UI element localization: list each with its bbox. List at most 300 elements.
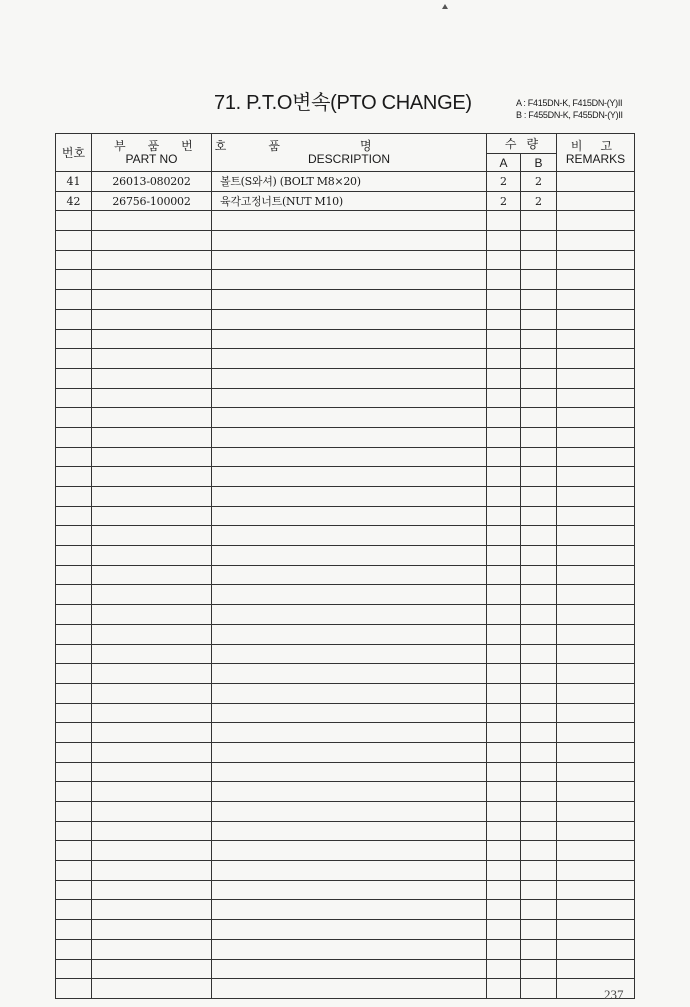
empty-cell <box>487 861 521 881</box>
empty-table-row <box>56 487 635 507</box>
empty-cell <box>92 821 212 841</box>
header-qty-b: B <box>521 154 557 172</box>
empty-cell <box>521 447 557 467</box>
empty-cell <box>521 900 557 920</box>
empty-cell <box>92 683 212 703</box>
empty-cell <box>92 861 212 881</box>
empty-cell <box>212 920 487 940</box>
empty-cell <box>487 211 521 231</box>
empty-cell <box>557 703 635 723</box>
row-qty-a: 2 <box>487 191 521 211</box>
empty-cell <box>212 447 487 467</box>
empty-cell <box>487 388 521 408</box>
empty-table-row <box>56 506 635 526</box>
empty-cell <box>92 526 212 546</box>
empty-cell <box>92 565 212 585</box>
empty-cell <box>56 487 92 507</box>
empty-cell <box>521 585 557 605</box>
empty-cell <box>557 447 635 467</box>
empty-cell <box>92 329 212 349</box>
empty-table-row <box>56 920 635 940</box>
empty-cell <box>487 447 521 467</box>
header-description <box>212 134 487 172</box>
empty-cell <box>557 408 635 428</box>
empty-table-row <box>56 979 635 999</box>
header-remarks-en: REMARKS <box>565 151 626 166</box>
empty-cell <box>521 309 557 329</box>
empty-cell <box>56 762 92 782</box>
empty-cell <box>212 624 487 644</box>
empty-cell <box>212 979 487 999</box>
empty-cell <box>92 388 212 408</box>
empty-table-row <box>56 250 635 270</box>
empty-cell <box>487 703 521 723</box>
empty-cell <box>487 270 521 290</box>
empty-cell <box>212 782 487 802</box>
empty-cell <box>92 979 212 999</box>
empty-cell <box>56 329 92 349</box>
empty-cell <box>92 349 212 369</box>
empty-cell <box>487 841 521 861</box>
empty-cell <box>212 664 487 684</box>
empty-cell <box>557 526 635 546</box>
empty-cell <box>521 821 557 841</box>
empty-cell <box>521 703 557 723</box>
row-no: 42 <box>56 191 92 211</box>
empty-cell <box>487 309 521 329</box>
header-remarks-ko: 비고 <box>570 138 631 153</box>
empty-table-row <box>56 526 635 546</box>
empty-cell <box>56 211 92 231</box>
empty-table-row <box>56 565 635 585</box>
empty-cell <box>557 388 635 408</box>
table-row <box>56 172 635 192</box>
empty-table-row <box>56 802 635 822</box>
empty-cell <box>487 762 521 782</box>
empty-cell <box>92 546 212 566</box>
row-part-no: 26013-080202 <box>92 172 212 192</box>
empty-cell <box>56 546 92 566</box>
empty-cell <box>212 309 487 329</box>
empty-cell <box>557 939 635 959</box>
empty-table-row <box>56 723 635 743</box>
empty-cell <box>212 565 487 585</box>
header-quantity: 수량 <box>487 134 557 154</box>
empty-cell <box>521 664 557 684</box>
empty-cell <box>521 920 557 940</box>
empty-cell <box>212 802 487 822</box>
empty-cell <box>557 250 635 270</box>
empty-cell <box>56 644 92 664</box>
empty-cell <box>212 368 487 388</box>
empty-cell <box>92 250 212 270</box>
row-description: 육각고정너트(NUT M10) <box>212 191 487 211</box>
empty-cell <box>56 939 92 959</box>
empty-cell <box>56 723 92 743</box>
row-remarks <box>557 191 635 211</box>
empty-cell <box>92 802 212 822</box>
empty-cell <box>487 329 521 349</box>
empty-cell <box>487 802 521 822</box>
empty-cell <box>487 250 521 270</box>
empty-cell <box>557 487 635 507</box>
empty-cell <box>557 546 635 566</box>
empty-cell <box>521 939 557 959</box>
empty-cell <box>56 565 92 585</box>
empty-table-row <box>56 467 635 487</box>
empty-table-row <box>56 270 635 290</box>
empty-cell <box>487 664 521 684</box>
empty-cell <box>92 211 212 231</box>
empty-cell <box>212 487 487 507</box>
empty-cell <box>92 939 212 959</box>
row-remarks <box>557 172 635 192</box>
row-part-no: 26756-100002 <box>92 191 212 211</box>
empty-cell <box>521 565 557 585</box>
empty-cell <box>487 644 521 664</box>
empty-cell <box>557 270 635 290</box>
empty-cell <box>212 841 487 861</box>
empty-table-row <box>56 447 635 467</box>
empty-table-row <box>56 585 635 605</box>
empty-cell <box>521 782 557 802</box>
empty-table-row <box>56 546 635 566</box>
empty-table-row <box>56 880 635 900</box>
empty-cell <box>487 585 521 605</box>
empty-cell <box>521 683 557 703</box>
empty-cell <box>487 290 521 310</box>
empty-cell <box>521 270 557 290</box>
empty-cell <box>521 959 557 979</box>
empty-table-row <box>56 388 635 408</box>
empty-cell <box>212 742 487 762</box>
empty-cell <box>557 368 635 388</box>
empty-cell <box>56 388 92 408</box>
empty-cell <box>92 290 212 310</box>
model-a-label: A : F415DN-K, F415DN-(Y)II <box>516 98 623 108</box>
empty-table-row <box>56 742 635 762</box>
empty-cell <box>212 644 487 664</box>
empty-cell <box>557 762 635 782</box>
empty-cell <box>92 368 212 388</box>
row-qty-a: 2 <box>487 172 521 192</box>
empty-cell <box>56 900 92 920</box>
empty-cell <box>92 624 212 644</box>
empty-cell <box>487 565 521 585</box>
empty-cell <box>557 782 635 802</box>
empty-cell <box>212 683 487 703</box>
empty-cell <box>557 900 635 920</box>
empty-cell <box>92 270 212 290</box>
header-part-no-ko: 부품번호 <box>114 138 249 153</box>
empty-cell <box>557 723 635 743</box>
empty-table-row <box>56 644 635 664</box>
table-header <box>56 134 635 172</box>
empty-cell <box>521 427 557 447</box>
empty-cell <box>92 447 212 467</box>
empty-cell <box>56 624 92 644</box>
empty-cell <box>487 487 521 507</box>
empty-cell <box>212 959 487 979</box>
empty-cell <box>521 408 557 428</box>
page-number: 237 <box>604 987 624 1002</box>
empty-cell <box>557 624 635 644</box>
empty-cell <box>92 427 212 447</box>
empty-table-row <box>56 231 635 251</box>
registration-mark-icon <box>442 4 448 9</box>
empty-cell <box>212 427 487 447</box>
empty-cell <box>487 920 521 940</box>
empty-cell <box>521 723 557 743</box>
empty-cell <box>56 979 92 999</box>
empty-table-row <box>56 861 635 881</box>
empty-cell <box>557 841 635 861</box>
model-b-label: B : F455DN-K, F455DN-(Y)II <box>516 110 623 120</box>
empty-cell <box>212 290 487 310</box>
empty-cell <box>56 664 92 684</box>
empty-cell <box>92 742 212 762</box>
row-qty-b: 2 <box>521 172 557 192</box>
empty-cell <box>521 349 557 369</box>
empty-cell <box>557 605 635 625</box>
empty-cell <box>212 526 487 546</box>
empty-cell <box>487 467 521 487</box>
empty-cell <box>557 644 635 664</box>
empty-table-row <box>56 309 635 329</box>
row-qty-b: 2 <box>521 191 557 211</box>
empty-cell <box>92 782 212 802</box>
empty-cell <box>212 880 487 900</box>
empty-cell <box>92 487 212 507</box>
empty-cell <box>487 683 521 703</box>
empty-cell <box>521 526 557 546</box>
empty-cell <box>56 821 92 841</box>
empty-cell <box>521 211 557 231</box>
page-title: 71. P.T.O변속(PTO CHANGE) <box>214 92 472 114</box>
empty-table-row <box>56 762 635 782</box>
empty-cell <box>487 939 521 959</box>
empty-table-row <box>56 900 635 920</box>
empty-cell <box>557 880 635 900</box>
empty-table-row <box>56 605 635 625</box>
empty-cell <box>487 782 521 802</box>
empty-cell <box>92 841 212 861</box>
empty-cell <box>557 861 635 881</box>
table-body <box>56 172 635 999</box>
empty-table-row <box>56 427 635 447</box>
empty-cell <box>56 270 92 290</box>
empty-cell <box>487 742 521 762</box>
empty-cell <box>521 250 557 270</box>
empty-cell <box>92 467 212 487</box>
empty-cell <box>212 211 487 231</box>
empty-cell <box>521 880 557 900</box>
empty-table-row <box>56 841 635 861</box>
empty-cell <box>212 861 487 881</box>
empty-cell <box>487 723 521 743</box>
empty-cell <box>56 683 92 703</box>
empty-cell <box>56 880 92 900</box>
empty-cell <box>56 782 92 802</box>
empty-cell <box>557 742 635 762</box>
empty-cell <box>212 388 487 408</box>
empty-table-row <box>56 782 635 802</box>
empty-cell <box>487 368 521 388</box>
empty-table-row <box>56 329 635 349</box>
empty-cell <box>487 349 521 369</box>
empty-cell <box>487 231 521 251</box>
empty-cell <box>487 526 521 546</box>
empty-cell <box>557 959 635 979</box>
empty-cell <box>487 408 521 428</box>
empty-cell <box>212 605 487 625</box>
empty-cell <box>56 467 92 487</box>
empty-cell <box>557 349 635 369</box>
empty-cell <box>521 368 557 388</box>
empty-cell <box>56 349 92 369</box>
empty-cell <box>521 231 557 251</box>
empty-cell <box>521 624 557 644</box>
empty-cell <box>557 565 635 585</box>
empty-table-row <box>56 959 635 979</box>
empty-cell <box>92 723 212 743</box>
empty-cell <box>212 723 487 743</box>
empty-cell <box>92 309 212 329</box>
header-description-en: DESCRIPTION <box>307 151 390 166</box>
empty-cell <box>521 644 557 664</box>
empty-cell <box>521 979 557 999</box>
empty-cell <box>521 467 557 487</box>
empty-cell <box>487 506 521 526</box>
empty-cell <box>521 841 557 861</box>
empty-cell <box>212 231 487 251</box>
empty-cell <box>212 270 487 290</box>
empty-cell <box>92 506 212 526</box>
empty-cell <box>56 802 92 822</box>
empty-table-row <box>56 703 635 723</box>
empty-cell <box>56 506 92 526</box>
empty-cell <box>487 880 521 900</box>
empty-cell <box>56 447 92 467</box>
empty-cell <box>557 920 635 940</box>
empty-cell <box>212 585 487 605</box>
empty-cell <box>212 329 487 349</box>
empty-cell <box>56 920 92 940</box>
empty-cell <box>56 290 92 310</box>
table-row <box>56 191 635 211</box>
header-part-no <box>92 134 249 172</box>
empty-table-row <box>56 664 635 684</box>
empty-cell <box>56 841 92 861</box>
empty-cell <box>56 861 92 881</box>
empty-cell <box>487 546 521 566</box>
empty-cell <box>212 546 487 566</box>
empty-cell <box>56 427 92 447</box>
header-remarks <box>557 134 635 172</box>
empty-cell <box>521 802 557 822</box>
empty-cell <box>56 585 92 605</box>
empty-cell <box>521 762 557 782</box>
parts-table <box>55 133 635 999</box>
empty-cell <box>557 309 635 329</box>
empty-cell <box>56 309 92 329</box>
model-legend <box>516 97 623 121</box>
empty-cell <box>521 605 557 625</box>
empty-cell <box>56 742 92 762</box>
empty-cell <box>212 821 487 841</box>
row-description: 볼트(S와셔) (BOLT M8×20) <box>212 172 487 192</box>
empty-cell <box>521 329 557 349</box>
empty-cell <box>92 585 212 605</box>
empty-cell <box>212 939 487 959</box>
empty-cell <box>212 408 487 428</box>
empty-cell <box>56 703 92 723</box>
empty-cell <box>92 959 212 979</box>
empty-cell <box>487 624 521 644</box>
empty-cell <box>92 408 212 428</box>
empty-cell <box>56 368 92 388</box>
empty-cell <box>212 250 487 270</box>
empty-cell <box>557 290 635 310</box>
empty-cell <box>521 487 557 507</box>
empty-table-row <box>56 821 635 841</box>
row-no: 41 <box>56 172 92 192</box>
empty-cell <box>212 703 487 723</box>
empty-cell <box>487 821 521 841</box>
empty-table-row <box>56 408 635 428</box>
empty-cell <box>56 231 92 251</box>
empty-cell <box>56 526 92 546</box>
empty-cell <box>92 644 212 664</box>
empty-cell <box>212 900 487 920</box>
empty-cell <box>487 900 521 920</box>
header-no: 번호 <box>56 134 92 172</box>
empty-cell <box>92 605 212 625</box>
empty-cell <box>557 231 635 251</box>
empty-table-row <box>56 624 635 644</box>
empty-cell <box>92 880 212 900</box>
empty-cell <box>92 231 212 251</box>
empty-table-row <box>56 211 635 231</box>
empty-cell <box>487 605 521 625</box>
empty-cell <box>557 802 635 822</box>
empty-cell <box>521 546 557 566</box>
empty-cell <box>56 250 92 270</box>
empty-cell <box>92 664 212 684</box>
empty-cell <box>521 861 557 881</box>
empty-cell <box>92 762 212 782</box>
empty-cell <box>521 388 557 408</box>
empty-table-row <box>56 349 635 369</box>
empty-cell <box>212 506 487 526</box>
empty-table-row <box>56 939 635 959</box>
empty-table-row <box>56 683 635 703</box>
empty-cell <box>557 211 635 231</box>
empty-cell <box>521 506 557 526</box>
empty-cell <box>212 467 487 487</box>
empty-cell <box>557 329 635 349</box>
empty-cell <box>557 683 635 703</box>
header-part-no-en: PART NO <box>125 151 178 166</box>
empty-cell <box>557 821 635 841</box>
empty-cell <box>56 959 92 979</box>
header-description-ko: 품명 <box>268 138 452 153</box>
empty-cell <box>92 920 212 940</box>
header-qty-a: A <box>487 154 521 172</box>
empty-cell <box>557 467 635 487</box>
empty-cell <box>487 979 521 999</box>
empty-cell <box>92 703 212 723</box>
